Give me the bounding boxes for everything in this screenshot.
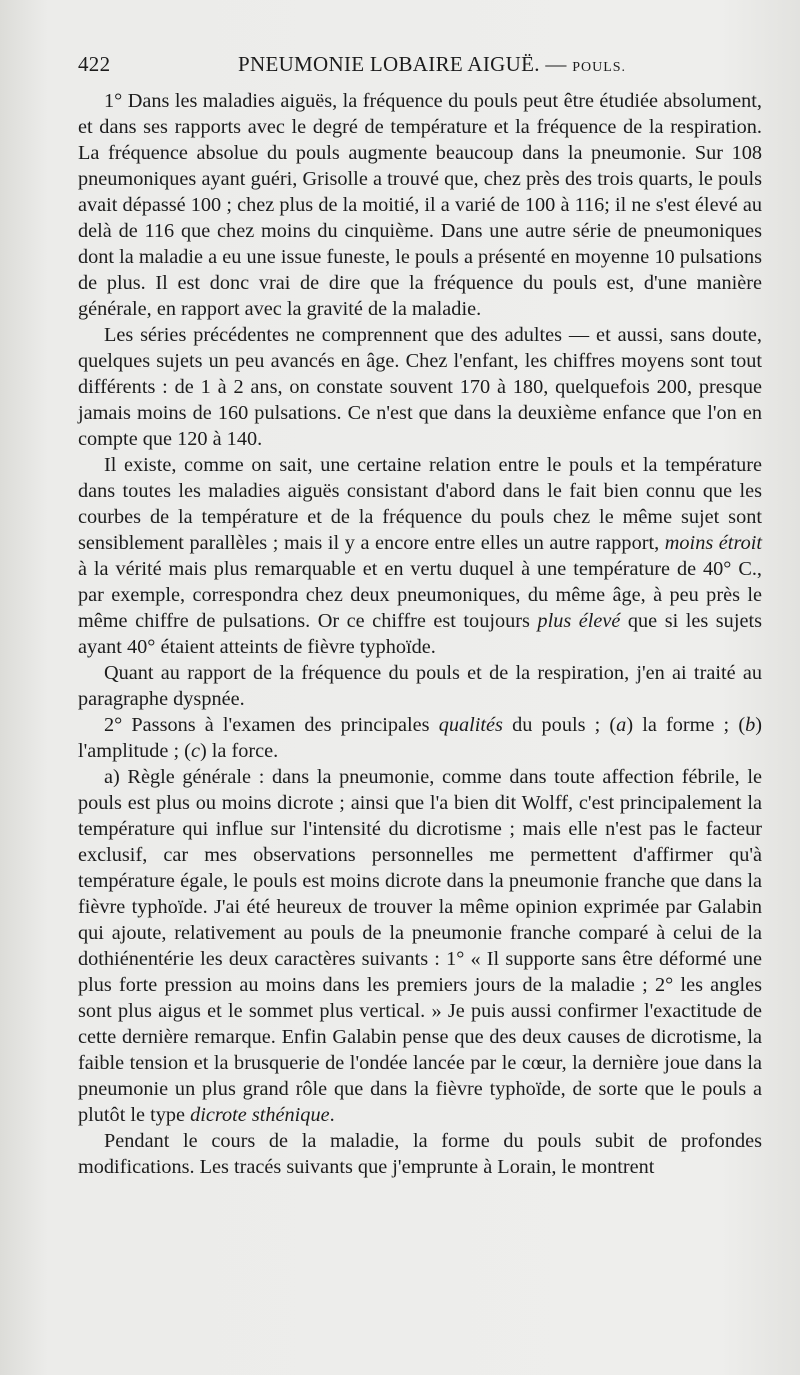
- text-run: que si les sujets ayant 40° étaient atteints de fièvre typhoïde.: [78, 610, 762, 658]
- text-run: Quant au rapport de la fréquence du pouls et de la respiration, j'en ai traité au paragraphe dyspnée.: [78, 662, 762, 710]
- running-head: [78, 52, 762, 84]
- italic-text: a: [616, 714, 627, 736]
- text-run: ) l'amplitude ; (: [78, 714, 762, 762]
- italic-text: moins étroit: [664, 532, 762, 554]
- italic-text: c: [190, 740, 200, 762]
- paragraph: [78, 712, 762, 764]
- body-text: [78, 88, 762, 1180]
- paragraph: [78, 764, 762, 1128]
- italic-text: plus élevé: [537, 610, 621, 632]
- text-run: du pouls ; (: [502, 714, 617, 736]
- italic-text: qualités: [438, 714, 503, 736]
- text-run: ) la forme ; (: [626, 714, 746, 736]
- paragraph: [78, 452, 762, 660]
- page-number: 422: [78, 52, 111, 76]
- text-run: ) la force.: [199, 740, 279, 762]
- italic-text: b: [745, 714, 756, 736]
- text-run: Il existe, comme on sait, une certaine relation entre le pouls et la température dans toutes les maladies aiguës consistant d'abord dans le fait bien connu que les courbes de la température et de la fréquence du pouls chez le même sujet sont sensiblement parallèles ; mais il y a encore entre elles un autre rapport,: [78, 454, 762, 554]
- running-title-section: POULS.: [572, 60, 627, 75]
- text-run: a) Règle générale : dans la pneumonie, comme dans toute affection fébrile, le pouls est plus ou moins dicrote ; ainsi que l'a bien dit Wolff, c'est principalement la température qui influe sur l'intensité du dicrotisme ; mais elle n'est pas le facteur exclusif, car mes observations personnelles me permettent d'affirmer qu'à température égale, le pouls est moins dicrote dans la pneumonie franche que dans la fièvre typhoïde. J'ai été heureux de trouver la même opinion exprimée par Galabin qui ajoute, relativement au pouls de la pneumonie franche comparé à celui de la dothiénentérie les deux caractères suivants : 1° « Il supporte sans être déformé une plus forte pression au moins dans les premiers jours de la maladie ; 2° les angles sont plus aigus et le sommet plus vertical. » Je puis aussi confirmer l'exactitude de cette dernière remarque. Enfin Galabin pense que des deux causes de dicrotisme, la faible tension et la brusquerie de l'ondée lancée par le cœur, la dernière joue dans la pneumonie un plus grand rôle que dans la fièvre typhoïde, de sorte que le pouls a plutôt le type: [78, 766, 762, 1126]
- text-run: Les séries précédentes ne comprennent que des adultes — et aussi, sans doute, quelques sujets un peu avancés en âge. Chez l'enfant, les chiffres moyens sont tout différents : de 1 à 2 ans, on constate souvent 170 à 180, quelquefois 200, presque jamais moins de 160 pulsations. Ce n'est que dans la deuxième enfance que l'on en compte que 120 à 140.: [78, 324, 762, 450]
- text-run: .: [329, 1104, 335, 1126]
- running-title-main: PNEUMONIE LOBAIRE AIGUË. —: [238, 52, 567, 76]
- paragraph: [78, 322, 762, 452]
- text-run: Pendant le cours de la maladie, la forme du pouls subit de profondes modifications. Les tracés suivants que j'emprunte à Lorain, le montrent: [78, 1130, 762, 1178]
- paragraph: [78, 1128, 762, 1180]
- paragraph: [78, 88, 762, 322]
- text-run: 1° Dans les maladies aiguës, la fréquence du pouls peut être étudiée absolument, et dans ses rapports avec le degré de température et la fréquence de la respiration. La fréquence absolue du pouls augmente beaucoup dans la pneumonie. Sur 108 pneumoniques ayant guéri, Grisolle a trouvé que, chez près des trois quarts, le pouls avait dépassé 100 ; chez plus de la moitié, il a varié de 100 à 116; il ne s'est élevé au delà de 116 que chez moins du cinquième. Dans une autre série de pneumoniques dont la maladie a eu une issue funeste, le pouls a présenté en moyenne 10 pulsations de plus. Il est donc vrai de dire que la fréquence du pouls est, d'une manière générale, en rapport avec la gravité de la maladie.: [78, 90, 762, 320]
- running-title: [238, 52, 626, 77]
- paragraph: [78, 660, 762, 712]
- text-run: à la vérité mais plus remarquable et en vertu duquel à une température de 40° C., par exemple, correspondra chez deux pneumoniques, du même âge, à peu près le même chiffre de pulsations. Or ce chiffre est toujours: [78, 558, 762, 632]
- italic-text: dicrote sthénique: [190, 1104, 330, 1126]
- text-run: 2° Passons à l'examen des principales: [104, 714, 439, 736]
